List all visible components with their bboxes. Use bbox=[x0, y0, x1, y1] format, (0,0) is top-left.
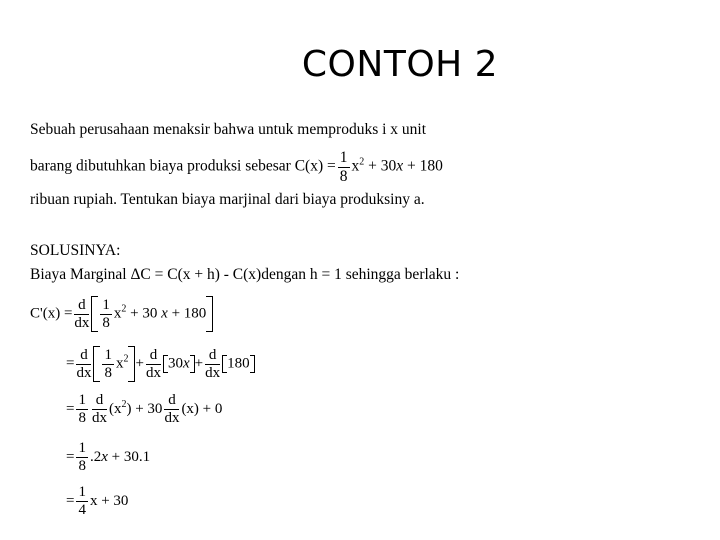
derivative-operator: $\frac{d}{dx}$ bbox=[145, 346, 161, 381]
left-bracket bbox=[91, 296, 98, 332]
derivative-operator: $\frac{d}{dx}$ bbox=[205, 346, 221, 381]
derivative-operator: $\frac{d}{dx}$ bbox=[76, 346, 92, 381]
problem-line-1: Sebuah perusahaan menaksir bahwa untuk memproduks i x unit bbox=[30, 121, 427, 138]
derivative-operator: $\frac{d}{dx}$ bbox=[164, 392, 180, 426]
solution-heading: SOLUSINYA: bbox=[30, 242, 121, 259]
fraction: $\frac{1}{8}$ bbox=[104, 346, 112, 381]
derivative-operator: $\frac{d}{dx}$ bbox=[91, 392, 107, 426]
problem-line-2: barang dibutuhkan biaya produksi sebesar C(x) = $\frac{1}{8}$ $x^2 + 30x + 180$ bbox=[30, 149, 443, 185]
fraction: $\frac{1}{4}$ bbox=[78, 484, 86, 518]
problem-line-2-prefix: barang dibutuhkan biaya produksi sebesar C(x) = bbox=[30, 157, 336, 175]
equation-step-1: C'(x) = $\frac{d}{dx}$ $\frac{1}{8}$ $x^2 + 30$ x + 180 bbox=[30, 296, 213, 332]
fraction: $\frac{1}{8}$ bbox=[78, 392, 86, 426]
derivative-operator: $\frac{d}{dx}$ bbox=[74, 296, 90, 331]
equation-step-5: = $\frac{1}{4}$ x + 30 bbox=[66, 484, 129, 518]
slide-title: CONTOH 2 bbox=[301, 44, 499, 85]
right-bracket bbox=[206, 296, 213, 332]
marginal-definition: Biaya Marginal ΔC = C(x + h) - C(x)dengan h = 1 sehingga berlaku : bbox=[30, 266, 460, 283]
equation-step-2: = $\frac{d}{dx}$ $\frac{1}{8}$ $x^2$ + $\frac{d}{dx}$ 30x + $\frac{d}{dx}$ 180 bbox=[66, 346, 255, 382]
equation-step-3: = $\frac{1}{8}$ $\frac{d}{dx}$ $(x^2) + 30$ $\frac{d}{dx}$ (x) + 0 bbox=[66, 392, 223, 426]
equation-step-4: = $\frac{1}{8}$ .2x + 30.1 bbox=[66, 440, 151, 474]
right-bracket bbox=[250, 355, 255, 373]
fraction: $\frac{1}{8}$ bbox=[78, 440, 86, 474]
fraction: $\frac{1}{8}$ bbox=[102, 296, 110, 331]
problem-line-3: ribuan rupiah. Tentukan biaya marjinal dari biaya produksiny a. bbox=[30, 191, 425, 208]
left-bracket bbox=[93, 346, 100, 382]
fraction: $\frac{1}{8}$ bbox=[339, 149, 348, 185]
